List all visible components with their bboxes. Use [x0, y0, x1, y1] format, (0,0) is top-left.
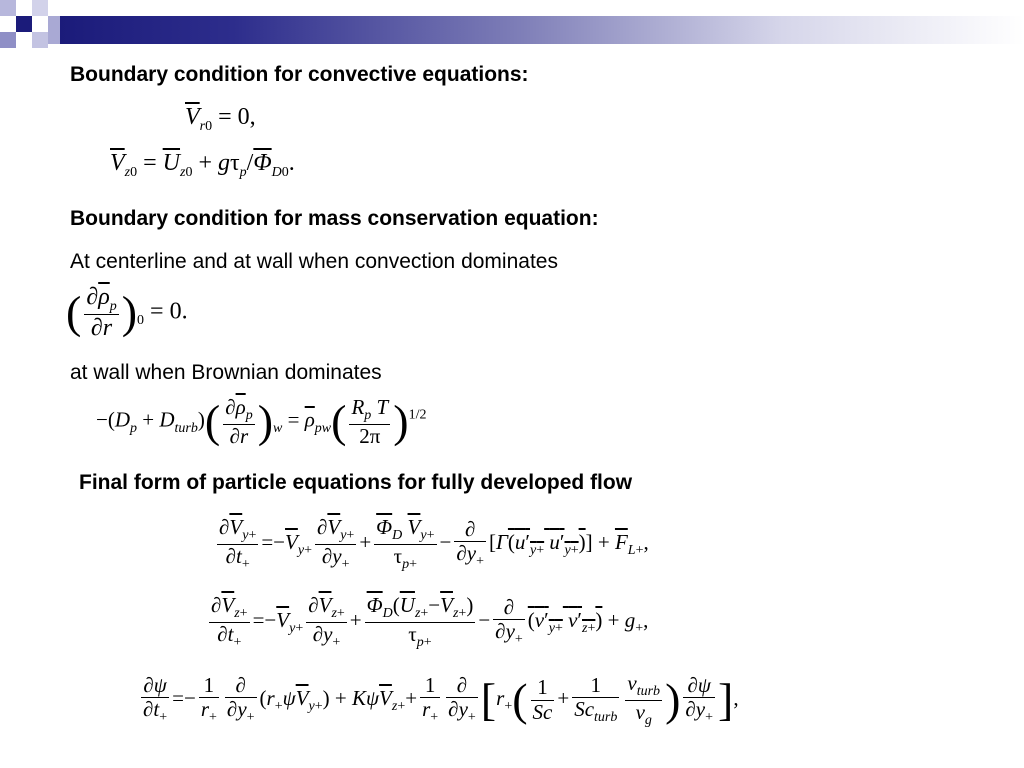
equation-vr0: $\overline{V}_{r0} = 0$,: [185, 104, 256, 134]
text-centerline: At centerline and at wall when convection dominates: [70, 250, 558, 273]
equation-vz0: $\overline{V}_{z0} = \overline{U}_{z0} + g\tau_p/\overline{\Phi}_{D0}$.: [110, 150, 295, 180]
decor-square: [16, 16, 32, 32]
heading-final: Final form of particle equations for fully developed flow: [79, 471, 633, 494]
equation-brownian: $-(D_p + D_{turb})$( $\frac{\partial\overline{\rho}_p}{\partial r}$ )$_w = \overline{\rho}_{pw}$( $\frac{R_p T}{2\pi}$ )$^{1/2}$: [96, 395, 427, 448]
heading-mass: Boundary condition for mass conservation equation:: [70, 207, 599, 230]
decor-square: [0, 32, 16, 48]
decor-square: [32, 0, 48, 16]
equation-vz-plus: $\frac{\partial\overline{V}_{z+}}{\partial t_+}$ $=-\overline{V}_{y+}$ $\frac{\partial\overline{V}_{z+}}{\partial y_+}$ + $\frac{\overline{\Phi}_D(\overline{U}_{z+}-\overline{V}_{z+})}{\tau_{p+}}$ − $\frac{\partial}{\partial y_+}$ ($v'_{y+}$ $v'_{z+}) + g_+$,: [211, 593, 649, 650]
equation-psi: $\frac{\partial\psi}{\partial t_+}$ =− $\frac{1}{r_+}$ $\frac{\partial}{\partial y_+}$ $(r_+\psi\overline{V}_{y+}) + K\psi\overline{V}_{z+}+$ $\frac{1}{r_+}$ $\frac{\partial}{\partial y_+}$ [$r_+$( $\frac{1}{Sc}$ + $\frac{1}{Sc_{turb}}$ $\frac{\nu_{turb}}{\nu_g}$ ) $\frac{\partial\psi}{\partial y_+}$ ],: [143, 671, 739, 728]
decor-square: [32, 32, 48, 48]
equation-vy-plus: $\frac{\partial\overline{V}_{y+}}{\partial t_+}$ $=-\overline{V}_{y+}$ $\frac{\partial\overline{V}_{y+}}{\partial y_+}$ + $\frac{\overline{\Phi}_D \overline{V}_{y+}}{\tau_{p+}}$ − $\frac{\partial}{\partial y_+}$ [$\Gamma(u'_{y+}$ $u'_{y+})] + \overline{F}_{L+}$,: [219, 515, 649, 572]
decor-square: [48, 16, 60, 44]
header-gradient-bar: [60, 16, 1024, 44]
decor-square: [0, 0, 16, 16]
text-brownian: at wall when Brownian dominates: [70, 361, 382, 384]
equation-centerline: ( $\frac{\partial\overline{\rho}_p}{\partial r}$ )$_0 = 0$.: [66, 284, 188, 342]
heading-convective: Boundary condition for convective equations:: [70, 63, 529, 86]
